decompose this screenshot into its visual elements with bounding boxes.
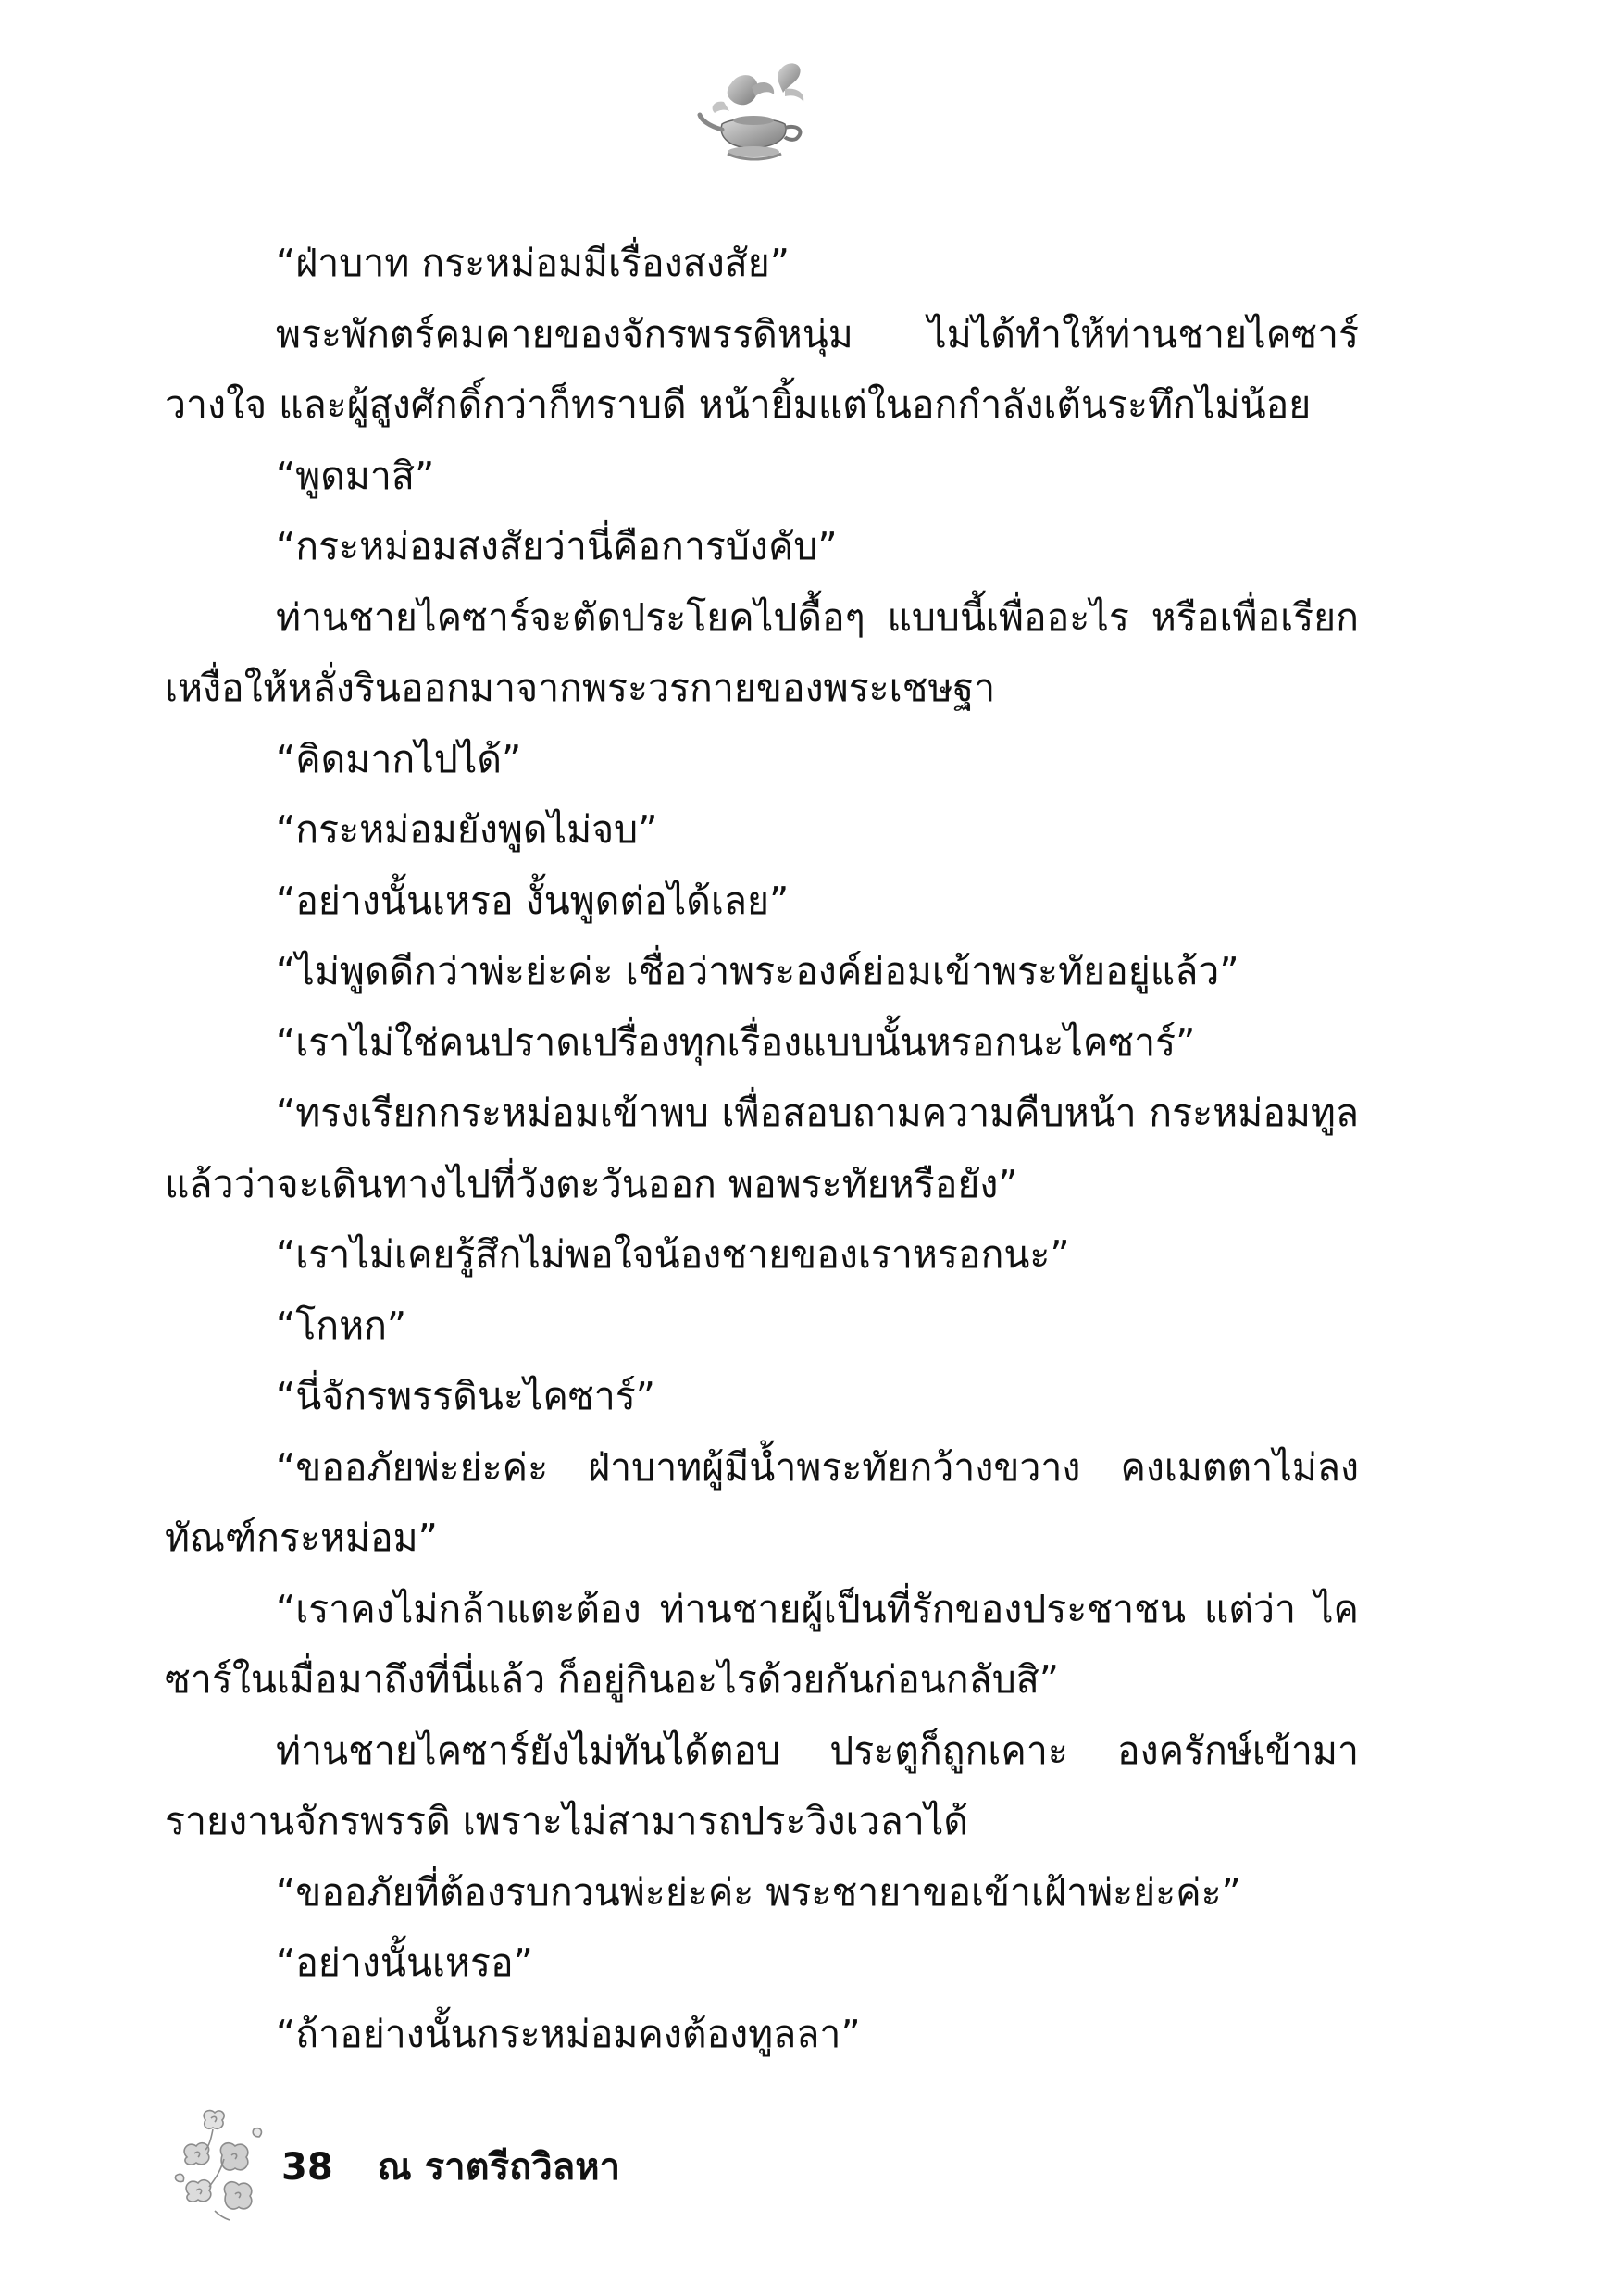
footer-text xyxy=(281,2137,620,2196)
cupid-teapot-ornament-icon xyxy=(696,56,816,176)
paragraph: “โกหก” xyxy=(276,1303,407,1348)
paragraph: “อย่างนั้นเหรอ” xyxy=(276,1940,533,1985)
page-number: 38 xyxy=(281,2146,333,2189)
rose-bouquet-ornament-icon xyxy=(168,2102,270,2222)
body-text xyxy=(165,228,1359,2069)
paragraph: “เราไม่ใช่คนปราดเปรื่องทุกเรื่องแบบนั้นหรอกนะไคซาร์” xyxy=(276,1019,1196,1065)
paragraph: “เราไม่เคยรู้สึกไม่พอใจน้องชายของเราหรอกนะ” xyxy=(276,1232,1070,1277)
paragraph: “ทรงเรียกกระหม่อมเข้าพบ เพื่อสอบถามความคืบหน้า กระหม่อมทูลแล้วว่าจะเดินทางไปที่วังตะวันออก พอพระทัยหรือยัง” xyxy=(165,1091,1359,1206)
paragraph: “ขออภัยที่ต้องรบกวนพ่ะย่ะค่ะ พระชายาขอเข้าเฝ้าพ่ะย่ะค่ะ” xyxy=(276,1869,1241,1915)
paragraph: “ขออภัยพ่ะย่ะค่ะ ฝ่าบาทผู้มีน้ำพระทัยกว้างขวาง คงเมตตาไม่ลงทัณฑ์กระหม่อม” xyxy=(165,1444,1359,1560)
paragraph: “ไม่พูดดีกว่าพ่ะย่ะค่ะ เชื่อว่าพระองค์ย่อมเข้าพระทัยอยู่แล้ว” xyxy=(276,949,1239,993)
paragraph: “อย่างนั้นเหรอ งั้นพูดต่อได้เลย” xyxy=(276,878,790,923)
paragraph: ท่านชายไคซาร์จะตัดประโยคไปดื้อๆ แบบนี้เพื่ออะไร หรือเพื่อเรียกเหงื่อให้หลั่งรินออกมาจากพระวรกายของพระเชษฐา xyxy=(165,594,1359,710)
paragraph: พระพักตร์คมคายของจักรพรรดิหนุ่ม ไม่ได้ทำให้ท่านชายไคซาร์วางใจ และผู้สูงศักดิ์กว่าก็ทราบดี หน้ายิ้มแต่ในอกกำลังเต้นระทึกไม่น้อย xyxy=(165,311,1359,427)
paragraph: “เราคงไม่กล้าแตะต้อง ท่านชายผู้เป็นที่รักของประชาชน แต่ว่า ไคซาร์ในเมื่อมาถึงที่นี่แล้ว ก็อยู่กินอะไรด้วยกันก่อนกลับสิ” xyxy=(165,1586,1359,1702)
book-title: ณ ราตรีถวิลหา xyxy=(377,2146,621,2189)
paragraph: “พูดมาสิ” xyxy=(276,453,435,498)
paragraph: ท่านชายไคซาร์ยังไม่ทันได้ตอบ ประตูก็ถูกเคาะ องครักษ์เข้ามารายงานจักรพรรดิ เพราะไม่สามารถประวิงเวลาได้ xyxy=(165,1728,1359,1843)
paragraph: “กระหม่อมยังพูดไม่จบ” xyxy=(276,807,658,852)
paragraph: “นี่จักรพรรดินะไคซาร์” xyxy=(276,1374,656,1418)
paragraph: “กระหม่อมสงสัยว่านี่คือการบังคับ” xyxy=(276,524,838,568)
paragraph: “ถ้าอย่างนั้นกระหม่อมคงต้องทูลลา” xyxy=(276,2011,861,2056)
paragraph: “ฝ่าบาท กระหม่อมมีเรื่องสงสัย” xyxy=(276,241,790,285)
page-footer xyxy=(168,2102,909,2222)
paragraph: “คิดมากไปได้” xyxy=(276,736,522,781)
